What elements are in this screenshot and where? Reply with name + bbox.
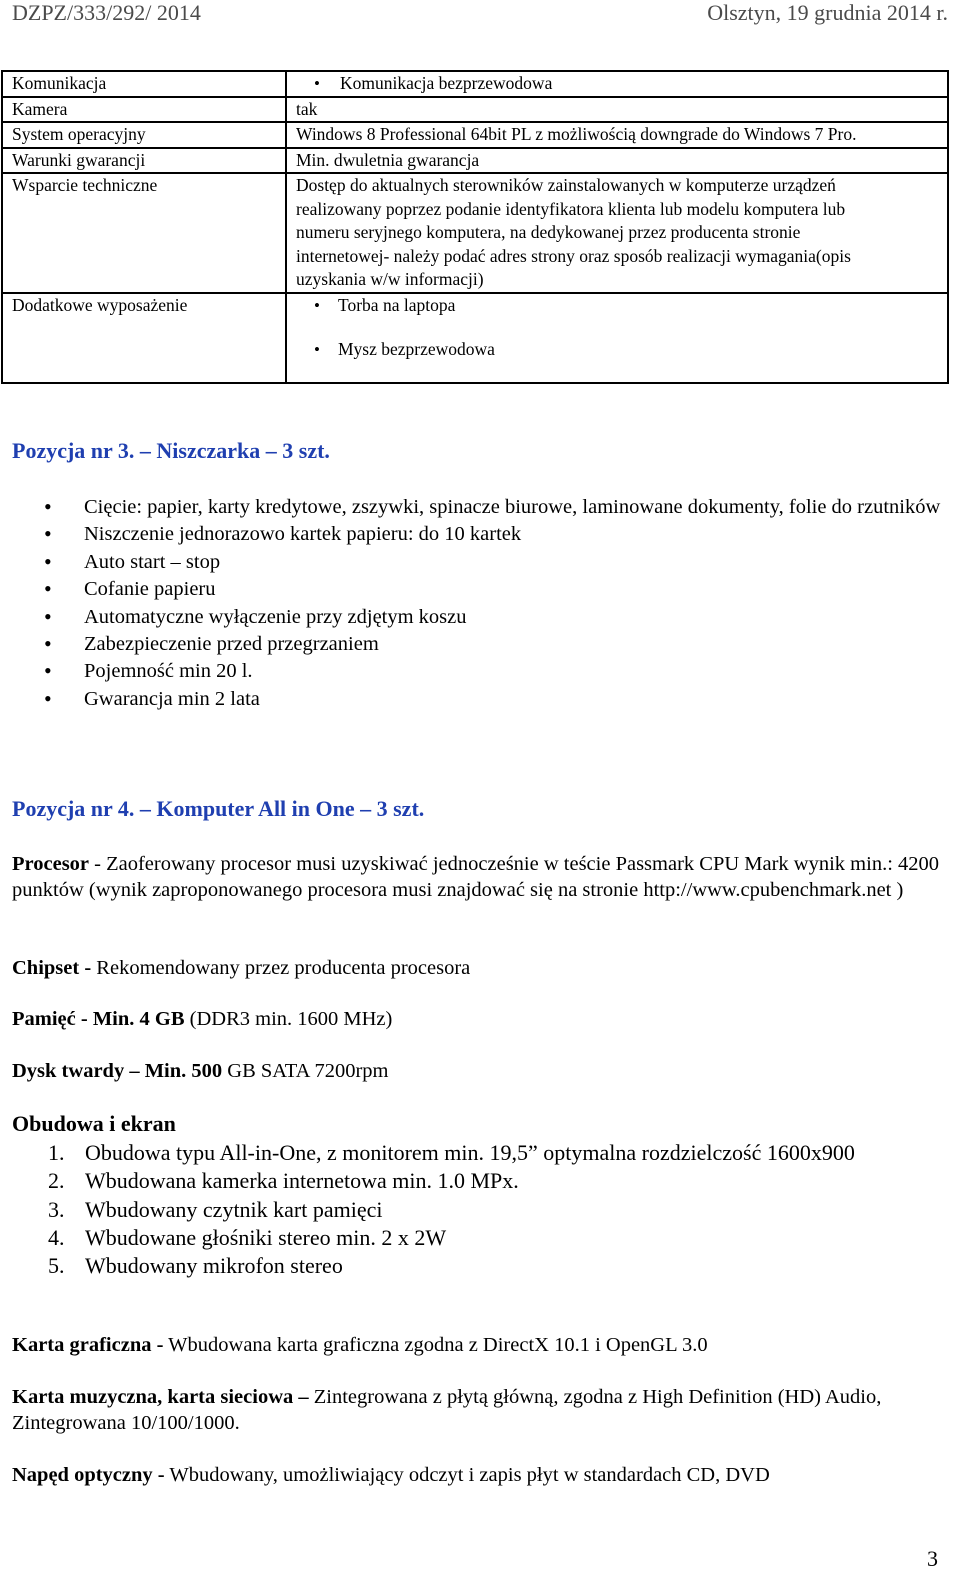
row-label: Dodatkowe wyposażenie — [2, 293, 286, 383]
page-header — [12, 0, 948, 30]
row-label: System operacyjny — [2, 122, 286, 148]
disk-paragraph — [12, 1058, 942, 1084]
list-item: • Niszczenie jednorazowo kartek papieru: do 10 kartek — [44, 521, 944, 547]
list-item-text: Wbudowany mikrofon stereo — [85, 1253, 343, 1279]
audio-network-paragraph — [12, 1384, 942, 1436]
optical-drive-text: Wbudowany, umożliwiający odczyt i zapis płyt w standardach CD, DVD — [164, 1464, 770, 1486]
row-label: Kamera — [2, 97, 286, 123]
list-item-text: Wbudowany czytnik kart pamięci — [85, 1196, 383, 1222]
chipset-label: Chipset - — [12, 957, 92, 979]
row-value — [286, 71, 948, 97]
row-value — [286, 293, 948, 383]
row-value-text: Komunikacja bezprzewodowa — [340, 73, 553, 93]
list-number: 5. — [48, 1253, 65, 1279]
disk-label: Dysk twardy – Min. 500 — [12, 1060, 223, 1082]
row-label: Wsparcie techniczne — [2, 173, 286, 293]
memory-paragraph — [12, 1006, 942, 1032]
list-item: • Automatyczne wyłączenie przy zdjętym koszu — [44, 604, 944, 630]
list-number: 3. — [48, 1196, 65, 1222]
list-item — [296, 338, 947, 362]
bullet-icon: • — [314, 295, 320, 315]
processor-paragraph — [12, 851, 942, 903]
list-item: • Pojemność min 20 l. — [44, 658, 944, 684]
bullet-icon: • — [314, 340, 320, 359]
shredder-requirements-list — [44, 494, 944, 713]
row-value: tak — [286, 97, 948, 123]
row-label: Warunki gwarancji — [2, 148, 286, 174]
list-number: 2. — [48, 1168, 65, 1194]
spec-table — [1, 70, 949, 384]
document-id: DZPZ/333/292/ 2014 — [12, 0, 201, 25]
table-row — [2, 71, 948, 97]
list-item — [48, 1252, 928, 1280]
list-item: • Auto start – stop — [44, 549, 944, 575]
list-item — [48, 1196, 928, 1224]
list-item: • Cofanie papieru — [44, 576, 944, 602]
list-item: • Zabezpieczenie przed przegrzaniem — [44, 631, 944, 657]
list-number: 4. — [48, 1224, 65, 1250]
row-value: Dostęp do aktualnych sterowników zainstalowanych w komputerze urządzeń realizowany poprzez podanie identyfikatora klienta lub modelu komputera lub numeru seryjnego komputera, na dedykowanej przez producenta stronie internetowej- należy podać adres strony oraz sposób realizacji wymagania(opis uzyskania w/w informacji) — [286, 173, 948, 293]
list-item-text: Mysz bezprzewodowa — [338, 339, 495, 359]
audio-network-label: Karta muzyczna, karta sieciowa – — [12, 1386, 309, 1408]
audio-network-text: Zintegrowana z płytą główną, zgodna z High Definition (HD) Audio, Zintegrowana 10/100/1000. — [12, 1386, 882, 1434]
section-title-position-4: Pozycja nr 4. – Komputer All in One – 3 szt. — [12, 796, 425, 821]
graphics-text: Wbudowana karta graficzna zgodna z DirectX 10.1 i OpenGL 3.0 — [163, 1334, 708, 1356]
section-title-position-3: Pozycja nr 3. – Niszczarka – 3 szt. — [12, 438, 330, 463]
list-item — [48, 1167, 928, 1195]
row-label: Komunikacja — [2, 71, 286, 97]
list-item: • Cięcie: papier, karty kredytowe, zszywki, spinacze biurowe, laminowane dokumenty, folie do rzutników — [44, 494, 944, 520]
memory-label: Pamięć - Min. 4 GB — [12, 1008, 185, 1030]
chipset-paragraph — [12, 955, 942, 981]
disk-text: GB SATA 7200rpm — [222, 1060, 389, 1082]
processor-label: Procesor — [12, 853, 90, 875]
list-item — [48, 1224, 928, 1252]
list-item-text: Obudowa typu All-in-One, z monitorem min. 19,5” optymalna rozdzielczość 1600x900 — [85, 1140, 855, 1165]
bullet-icon: • — [314, 74, 320, 93]
list-item-text: Torba na laptopa — [338, 294, 456, 315]
case-screen-heading: Obudowa i ekran — [12, 1111, 176, 1136]
page-number: 3 — [927, 1546, 938, 1571]
graphics-label: Karta graficzna - — [12, 1334, 164, 1356]
table-row — [2, 148, 948, 174]
graphics-paragraph — [12, 1332, 942, 1358]
row-value: Windows 8 Professional 64bit PL z możliwością downgrade do Windows 7 Pro. — [286, 122, 948, 148]
optical-drive-paragraph — [12, 1462, 942, 1488]
chipset-text: Rekomendowany przez producenta procesora — [91, 957, 471, 979]
row-value: Min. dwuletnia gwarancja — [286, 148, 948, 174]
memory-text: (DDR3 min. 1600 MHz) — [184, 1008, 393, 1030]
table-row — [2, 293, 948, 383]
list-item — [296, 294, 947, 318]
list-item: • Gwarancja min 2 lata — [44, 686, 944, 712]
table-row — [2, 173, 948, 293]
case-screen-list — [48, 1139, 928, 1280]
table-row — [2, 122, 948, 148]
place-date: Olsztyn, 19 grudnia 2014 r. — [707, 0, 948, 25]
processor-text: - Zaoferowany procesor musi uzyskiwać jednocześnie w teście Passmark CPU Mark wynik min.: 4200 punktów (wynik zaproponowanego procesora musi znajdować się na stronie http://www.cpubenchmark.net ) — [12, 853, 940, 901]
table-row — [2, 97, 948, 123]
list-item — [48, 1139, 928, 1167]
list-number: 1. — [48, 1140, 65, 1165]
optical-drive-label: Napęd optyczny - — [12, 1464, 165, 1486]
list-item-text: Wbudowane głośniki stereo min. 2 x 2W — [85, 1224, 447, 1250]
list-item-text: Wbudowana kamerka internetowa min. 1.0 MPx. — [85, 1168, 519, 1194]
